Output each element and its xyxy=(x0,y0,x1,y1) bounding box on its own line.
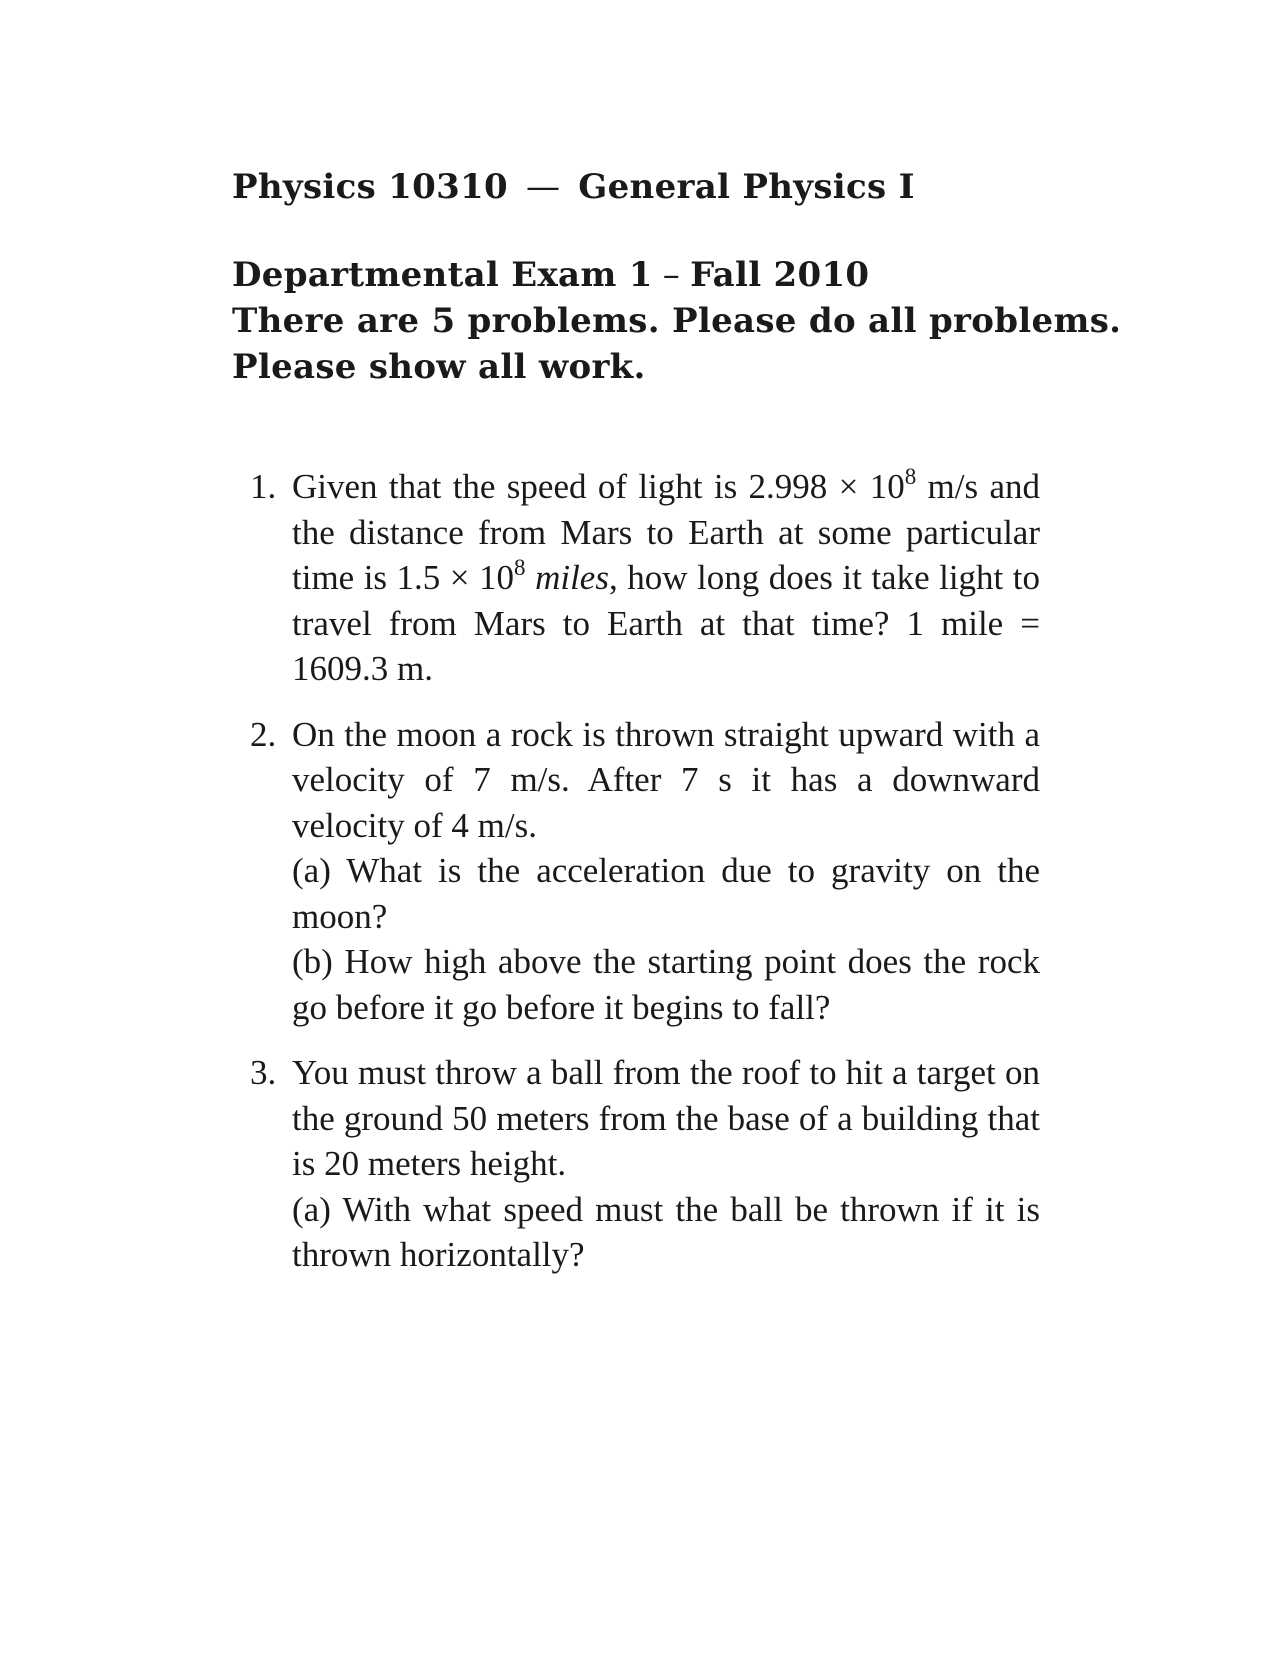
problem-2 xyxy=(250,712,1040,1031)
problem-number: 1. xyxy=(250,467,277,506)
problem-number: 2. xyxy=(250,714,277,754)
exam-dash: – xyxy=(662,255,681,295)
exam-header xyxy=(232,164,1122,390)
exponent: 8 xyxy=(904,464,917,489)
problem-1 xyxy=(250,464,1040,692)
problem-number: 3. xyxy=(250,1053,277,1092)
exam-title-line xyxy=(232,252,1072,298)
problem-part-a: (a) With what speed must the ball be thrown if it is thrown horizontally? xyxy=(292,1189,1040,1274)
problem-intro: You must throw a ball from the roof to hit a target on the ground 50 meters from the base of a building that is 20 meters height. xyxy=(292,1053,1040,1183)
problem-text-part: Given that the speed of light is 2.998 × 10 xyxy=(292,467,905,506)
instructions-line-1: There are 5 problems. Please do all problems. xyxy=(232,301,1122,341)
problem-intro: On the moon a rock is thrown straight upward with a velocity of 7 m/s. After 7 s it has a downward velocity of 4 m/s. xyxy=(292,714,1040,845)
course-name: General Physics I xyxy=(578,167,915,207)
exam-name: Departmental Exam 1 xyxy=(232,255,653,295)
exam-term: Fall 2010 xyxy=(690,255,870,295)
course-code: Physics 10310 xyxy=(232,167,508,207)
course-title xyxy=(232,164,1072,210)
problem-text-part: , how long does it take light to travel from Mars to Earth at that time? 1 mile = 1609.3 m. xyxy=(292,558,1041,688)
exponent: 8 xyxy=(514,555,526,580)
problem-list xyxy=(250,464,1040,1298)
italic-unit: miles xyxy=(535,558,609,597)
exam-info xyxy=(232,252,1122,390)
problem-text xyxy=(292,464,1040,692)
title-dash: — xyxy=(525,167,561,207)
problem-text-part: m/s and the distance from Mars to Earth at some particular time is 1.5 × 10 xyxy=(292,467,1040,597)
problem-3 xyxy=(250,1050,1040,1278)
instructions-line-2: Please show all work. xyxy=(232,347,646,387)
problem-part-a: (a) What is the acceleration due to gravity on the moon? xyxy=(292,851,1040,936)
problem-part-b: (b) How high above the starting point does the rock go before it go before it begins to fall? xyxy=(292,942,1040,1027)
